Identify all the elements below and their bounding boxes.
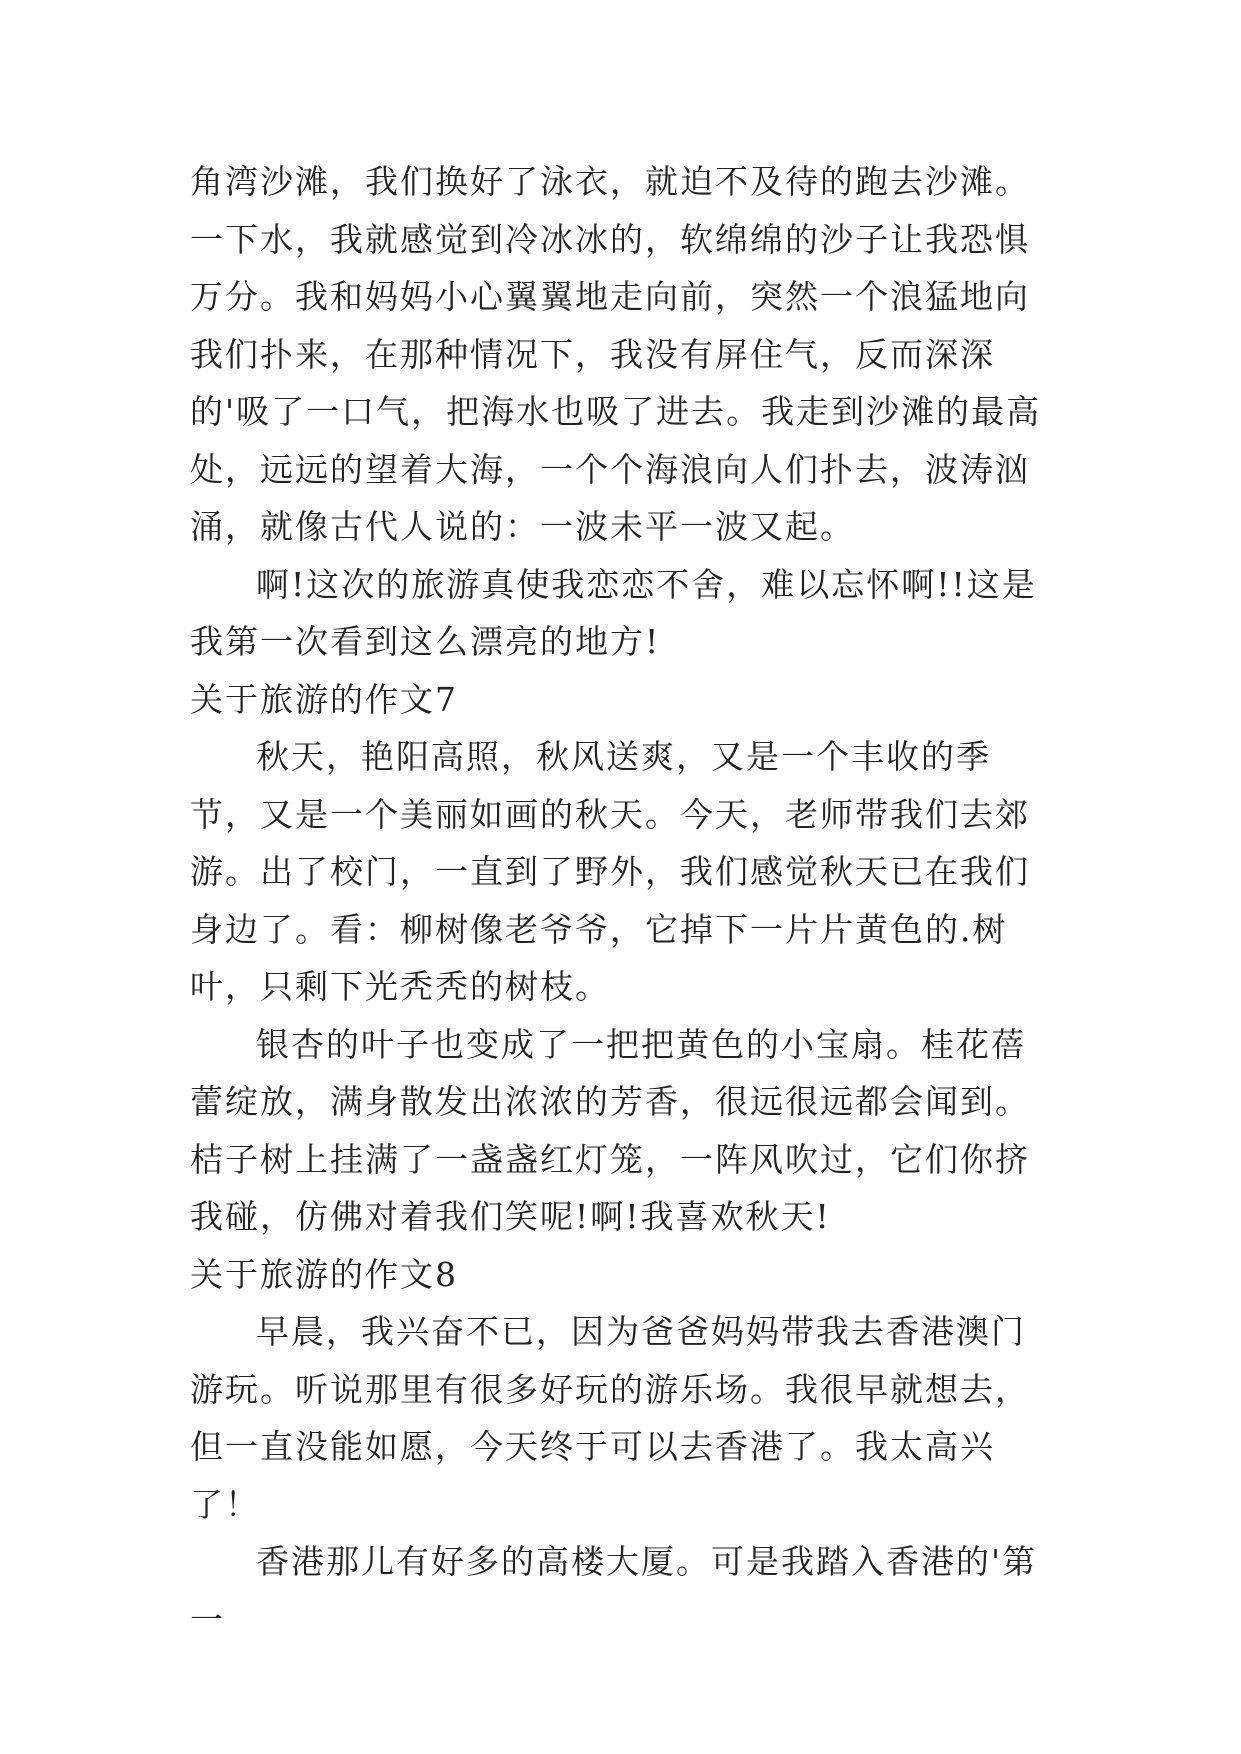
paragraph-5: 早晨，我兴奋不已，因为爸爸妈妈带我去香港澳门游玩。听说那里有很多好玩的游乐场。我很早就想去，但一直没能如愿，今天终于可以去香港了。我太高兴了！ (190, 1312, 1030, 1524)
paragraph-2: 啊!这次的旅游真使我恋恋不舍，难以忘怀啊!!这是我第一次看到这么漂亮的地方! (190, 564, 1037, 661)
paragraph-6: 香港那儿有好多的高楼大厦。可是我踏入香港的'第一 (190, 1542, 1038, 1639)
document-body (190, 153, 1060, 1648)
section-heading-8: 关于旅游的作文8 (190, 1254, 458, 1294)
section-heading-7: 关于旅游的作文7 (190, 679, 458, 719)
paragraph-1: 角湾沙滩，我们换好了泳衣，就迫不及待的跑去沙滩。一下水，我就感觉到冷冰冰的，软绵绵的沙子让我恐惧万分。我和妈妈小心翼翼地走向前，突然一个浪猛地向我们扑来，在那种情况下，我没有屏住气，反而深深的'吸了一口气，把海水也吸了进去。我走到沙滩的最高处，远远的望着大海，一个个海浪向人们扑去，波涛汹涌，就像古代人说的：一波未平一波又起。 (190, 162, 1042, 546)
paragraph-4: 银杏的叶子也变成了一把把黄色的小宝扇。桂花蓓蕾绽放，满身散发出浓浓的芳香，很远很远都会闻到。桔子树上挂满了一盏盏红灯笼，一阵风吹过，它们你挤我碰，仿佛对着我们笑呢!啊!我喜欢秋天! (190, 1024, 1030, 1236)
paragraph-3: 秋天，艳阳高照，秋风送爽，又是一个丰收的季节，又是一个美丽如画的秋天。今天，老师带我们去郊游。出了校门，一直到了野外，我们感觉秋天已在我们身边了。看：柳树像老爷爷，它掉下一片片黄色的.树叶，只剩下光秃秃的树枝。 (190, 737, 1030, 1006)
